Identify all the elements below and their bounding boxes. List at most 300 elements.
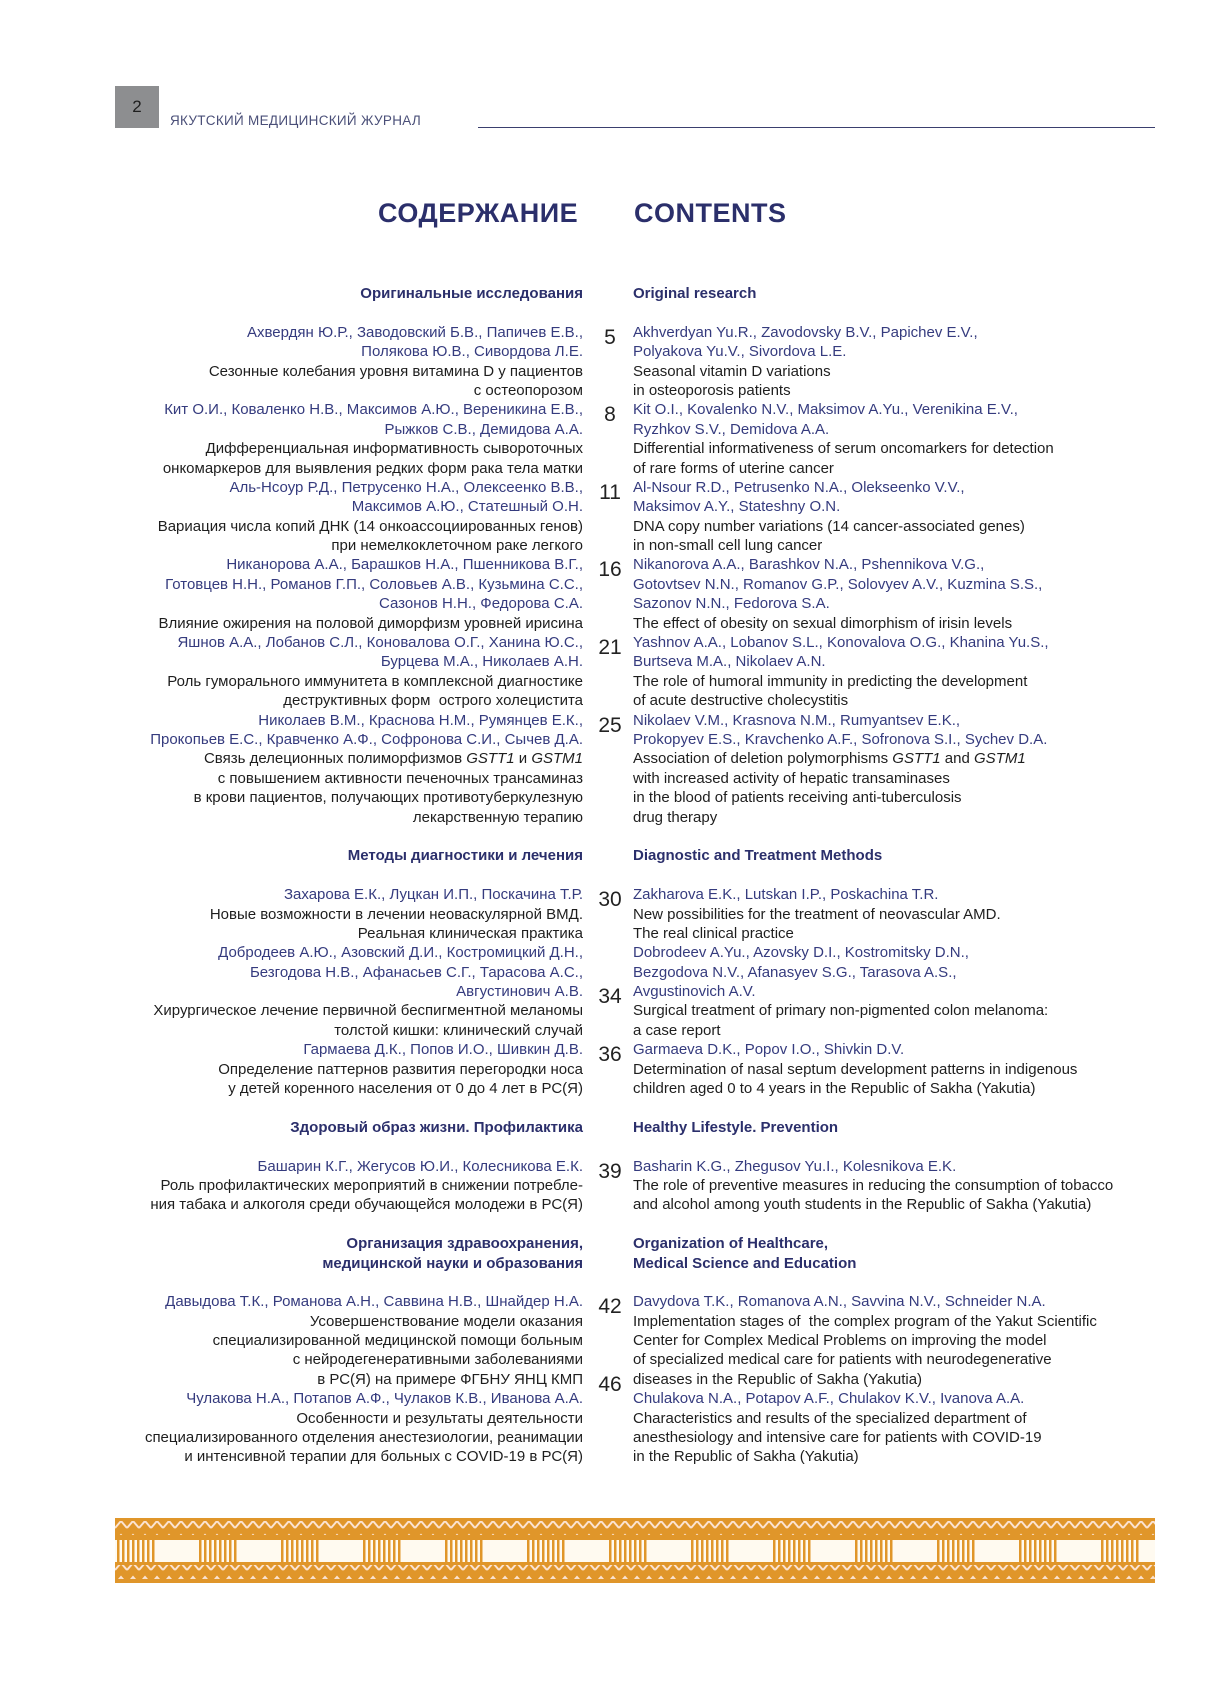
authors-ru (247, 323, 583, 342)
page-number-link[interactable]: 36 (598, 1043, 622, 1067)
section-heading-ru: Оригинальные исследования (360, 285, 583, 302)
page-number-link[interactable]: 5 (604, 325, 616, 349)
title-ru (209, 362, 583, 381)
article-title-row (0, 1428, 1208, 1447)
article-title-row (0, 1370, 1208, 1396)
authors-ru (361, 342, 583, 361)
title-en (633, 1060, 1077, 1079)
article-title-row (0, 459, 1208, 478)
text-part: при немелкоклеточном раке легкого (331, 537, 583, 555)
text-part: Kit O.I., Kovalenko N.V., Maksimov A.Yu., Verenikina E.V., (633, 401, 1018, 419)
spacer (0, 1273, 1208, 1292)
title-en (633, 1001, 1048, 1020)
page-number-link[interactable]: 16 (598, 558, 622, 582)
authors-ru (258, 1157, 583, 1176)
article-title-row (0, 1350, 1208, 1369)
section-heading-ru: Методы диагностики и лечения (347, 847, 583, 865)
authors-row (0, 575, 1208, 594)
text-part: Готовцев Н.Н., Романов Г.П., Соловьев А.В., Кузьмина С.С., (165, 575, 583, 593)
text-part: Determination of nasal septum development patterns in indigenous (633, 1060, 1078, 1078)
text-part: Добродеев А.Ю., Азовский Д.И., Костромицкий Д.Н., (218, 944, 583, 962)
text-part: и (514, 750, 532, 768)
text-part: diseases in the Republic of Sakha (Yakutia) (633, 1370, 923, 1388)
text-part: Сезонные колебания уровня витамина D у пациентов (208, 362, 583, 380)
text-part: New possibilities for the treatment of neovascular AMD. (633, 905, 1001, 923)
title-ru (206, 439, 583, 458)
text-part: Nikolaev V.M., Krasnova N.M., Rumyantsev E.K., (633, 711, 961, 729)
authors-row (0, 711, 1208, 737)
authors-en (633, 575, 1042, 594)
text-part: в крови пациентов, получающих противотуберкулезную (193, 789, 583, 807)
article-title-row (0, 1195, 1208, 1214)
authors-row (0, 943, 1208, 962)
section-heading (0, 1234, 1208, 1253)
title-en (633, 362, 831, 381)
title-en (633, 1447, 859, 1466)
authors-en (633, 420, 829, 439)
toc-section (0, 827, 1208, 1098)
gene-name: GSTT1 (892, 750, 941, 768)
text-part: Аль-Нсоур Р.Д., Петрусенко Н.А., Олексеенко В.В., (229, 478, 583, 496)
authors-en (633, 323, 978, 342)
article-title-row (0, 691, 1208, 710)
title-en (633, 517, 1025, 536)
authors-row (0, 497, 1208, 516)
text-part: Yashnov A.A., Lobanov S.L., Konovalova O.G., Khanina Yu.S., (633, 634, 1049, 652)
authors-en (633, 963, 957, 982)
text-part: Никанорова А.А., Барашков Н.А., Пшенникова В.Г., (226, 556, 583, 574)
text-part: Сазонов Н.Н., Федорова С.А. (378, 595, 583, 613)
text-part: Определение паттернов развития перегородки носа (218, 1060, 583, 1078)
title-ru (184, 1447, 583, 1466)
article-title-row (0, 517, 1208, 536)
authors-en (633, 711, 960, 730)
authors-ru (177, 633, 583, 652)
text-part: Августинович А.В. (456, 983, 583, 1001)
text-part: Garmaeva D.K., Popov I.O., Shivkin D.V. (633, 1041, 905, 1059)
title-en (633, 1350, 1052, 1369)
authors-ru (226, 555, 583, 574)
section-heading-en: Organization of Healthcare, (633, 1235, 829, 1253)
authors-ru (165, 1292, 583, 1311)
text-part: in non-small cell lung cancer (633, 537, 823, 555)
text-part: The role of preventive measures in reducing the consumption of tobacco (633, 1176, 1114, 1194)
authors-en (633, 342, 846, 361)
authors-en (633, 497, 840, 516)
text-part: Sazonov N.N., Fedorova S.A. (633, 595, 830, 613)
title-ru (153, 1001, 583, 1020)
article-title-row (0, 1001, 1208, 1020)
title-en (633, 1370, 922, 1389)
ornament-zigzag-top (115, 1521, 1155, 1535)
text-part: Дифференциальная информативность сывороточных (205, 440, 583, 458)
article-title-row (0, 381, 1208, 400)
article-title-row (0, 1312, 1208, 1331)
page-number-link[interactable]: 11 (599, 480, 621, 504)
title-en (633, 1195, 1091, 1214)
page-number-link[interactable]: 34 (598, 985, 622, 1009)
authors-ru (385, 420, 583, 439)
authors-en (633, 1157, 956, 1176)
text-part: Хирургическое лечение первичной беспигментной меланомы (153, 1002, 583, 1020)
text-part: Davydova T.K., Romanova A.N., Savvina N.V., Schneider N.A. (633, 1293, 1046, 1311)
title-ru (296, 1409, 583, 1428)
text-part: The effect of obesity on sexual dimorphism of irisin levels (633, 614, 1013, 632)
authors-ru (379, 594, 583, 613)
text-part: of specialized medical care for patients with neurodegenerative (633, 1351, 1052, 1369)
text-part: Al-Nsour R.D., Petrusenko N.A., Olekseenko V.V., (633, 478, 965, 496)
text-part: Башарин К.Г., Жегусов Ю.И., Колесникова Е.К. (257, 1157, 583, 1175)
page-number-box (115, 86, 159, 128)
article-title-row (0, 1331, 1208, 1350)
text-part: Давыдова Т.К., Романова А.Н., Саввина Н.В., Шнайдер Н.А. (165, 1293, 583, 1311)
article-title-row (0, 362, 1208, 381)
text-part: with increased activity of hepatic transaminases (633, 769, 950, 787)
text-part: in the Republic of Sakha (Yakutia) (633, 1448, 859, 1466)
text-part: Бурцева М.А., Николаев А.Н. (380, 653, 583, 671)
article-title-row (0, 439, 1208, 458)
authors-ru (284, 885, 583, 904)
text-part: in osteoporosis patients (633, 381, 791, 399)
section-heading (0, 1254, 1208, 1273)
section-heading-ru: Организация здравоохранения, (346, 1235, 583, 1253)
title-ru (158, 517, 583, 536)
text-part: Реальная клиническая практика (357, 924, 583, 942)
text-part: Differential informativeness of serum oncomarkers for detection (633, 440, 1054, 458)
text-part: Center for Complex Medical Problems on improving the model (633, 1332, 1047, 1350)
section-heading (0, 284, 1208, 303)
authors-ru (218, 943, 583, 962)
text-part: деструктивных форм острого холецистита (283, 692, 583, 710)
text-part: Роль профилактических мероприятий в снижении потребле- (160, 1176, 583, 1194)
authors-ru (258, 711, 583, 730)
title-ru (293, 1350, 583, 1369)
text-part: in the blood of patients receiving anti-tuberculosis (633, 789, 962, 807)
title-ru (317, 1370, 583, 1389)
authors-row (0, 730, 1208, 749)
text-part: Seasonal vitamin D variations (633, 362, 831, 380)
text-part: Николаев В.М., Краснова Н.М., Румянцев Е.К., (258, 711, 583, 729)
page-number-link[interactable]: 42 (598, 1295, 622, 1319)
text-part: Вариация числа копий ДНК (14 онкоассоциированных генов) (157, 517, 583, 535)
toc-section (0, 284, 1208, 827)
authors-en (633, 982, 756, 1001)
authors-en (633, 478, 965, 497)
article-title-row (0, 769, 1208, 788)
title-ru (474, 381, 583, 400)
text-part: Surgical treatment of primary non-pigmented colon melanoma: (633, 1002, 1049, 1020)
title-en (633, 381, 791, 400)
section-heading-ru: Здоровый образ жизни. Профилактика (290, 1118, 583, 1136)
text-part: Безгодова Н.В., Афанасьев С.Г., Тарасова А.С., (249, 963, 583, 981)
text-part: с нейродегенеративными заболеваниями (292, 1351, 583, 1369)
spacer (0, 827, 1208, 846)
text-part: с остеопорозом (473, 381, 583, 399)
text-part: and alcohol among youth students in the Republic of Sakha (Yakutia) (633, 1196, 1092, 1214)
text-part: Burtseva M.A., Nikolaev A.N. (633, 653, 826, 671)
authors-ru (150, 730, 583, 749)
authors-en (633, 652, 826, 671)
gene-name: GSTT1 (466, 750, 515, 768)
article-title-row (0, 924, 1208, 943)
title-ru (158, 614, 583, 633)
text-part: Максимов А.Ю., Статешный О.Н. (351, 498, 583, 516)
gene-name: GSTM1 (974, 750, 1026, 768)
text-part: of rare forms of uterine cancer (633, 459, 834, 477)
title-en (633, 614, 1012, 633)
section-heading-en: Healthy Lifestyle. Prevention (633, 1118, 839, 1136)
title-en (633, 808, 717, 827)
title-ru (283, 691, 583, 710)
authors-row (0, 1040, 1208, 1067)
contents-title-ru: СОДЕРЖАНИЕ (378, 198, 579, 228)
authors-ru (165, 575, 583, 594)
text-part: специализированного отделения анестезиологии, реанимации (144, 1429, 583, 1447)
header-rule (478, 127, 1155, 128)
text-part: Связь делеционных полиморфизмов (203, 750, 467, 768)
authors-en (633, 400, 1018, 419)
title-en (633, 459, 834, 478)
title-en (633, 1409, 1027, 1428)
title-en (633, 536, 822, 555)
text-part: Усовершенствование модели оказания (309, 1312, 583, 1330)
authors-ru (303, 1040, 583, 1059)
article-title-row (0, 905, 1208, 924)
spacer (0, 1098, 1208, 1117)
toc-section (0, 1098, 1208, 1214)
text-part: Bezgodova N.V., Afanasyev S.G., Tarasova A.S., (633, 963, 957, 981)
text-part: Akhverdyan Yu.R., Zavodovsky B.V., Papichev E.V., (633, 323, 978, 341)
text-part: Захарова Е.К., Луцкан И.П., Поскачина Т.Р. (283, 886, 583, 904)
authors-row (0, 342, 1208, 361)
authors-row (0, 1157, 1208, 1183)
section-heading (0, 1118, 1208, 1137)
text-part: children aged 0 to 4 years in the Republic of Sakha (Yakutia) (633, 1080, 1036, 1098)
spacer (0, 1137, 1208, 1156)
text-part: в РС(Я) на примере ФГБНУ ЯНЦ КМП (317, 1370, 583, 1388)
spacer (0, 866, 1208, 885)
text-part: Ryzhkov S.V., Demidova A.A. (633, 420, 830, 438)
title-en (633, 749, 1026, 768)
text-part: с повышением активности печеночных трансаминаз (217, 769, 583, 787)
text-part: Особенности и результаты деятельности (296, 1409, 583, 1427)
text-part: Gotovtsev N.N., Romanov G.P., Solovyev A.V., Kuzmina S.S., (633, 575, 1043, 593)
toc-section (0, 1215, 1208, 1467)
title-ru (218, 769, 583, 788)
title-ru (163, 459, 583, 478)
authors-row (0, 478, 1208, 504)
text-part: Characteristics and results of the specialized department of (633, 1409, 1027, 1427)
gene-name: GSTM1 (531, 750, 583, 768)
article-title-row (0, 1060, 1208, 1079)
section-heading-en: Original research (633, 285, 757, 302)
article-title-row (0, 1079, 1208, 1098)
page-number-link[interactable]: 46 (598, 1372, 622, 1396)
authors-ru (352, 497, 583, 516)
authors-en (633, 943, 969, 962)
text-part: a case report (633, 1021, 721, 1039)
ornament-bars (115, 1540, 1155, 1562)
article-title-row (0, 1409, 1208, 1428)
text-part: у детей коренного населения от 0 до 4 лет в РС(Я) (228, 1080, 583, 1098)
authors-ru (456, 982, 583, 1001)
title-en (633, 769, 950, 788)
page-number-link[interactable]: 25 (598, 713, 622, 737)
title-ru (310, 1312, 583, 1331)
article-title-row (0, 1021, 1208, 1040)
text-part: Прокопьев Е.С., Кравченко А.Ф., Софронова С.И., Сычев Д.А. (150, 730, 583, 748)
authors-row (0, 594, 1208, 613)
title-en (633, 1021, 721, 1040)
text-part: Ахвердян Ю.Р., Заводовский Б.В., Папичев Е.В., (246, 323, 583, 341)
authors-row (0, 1389, 1208, 1408)
text-part: Гармаева Д.К., Попов И.О., Шивкин Д.В. (303, 1041, 583, 1059)
authors-row (0, 652, 1208, 671)
authors-en (633, 555, 984, 574)
title-en (633, 924, 794, 943)
text-part: и интенсивной терапии для больных с COVID-19 в РС(Я) (184, 1448, 583, 1466)
text-part: Avgustinovich A.V. (633, 983, 756, 1001)
title-ru (194, 788, 583, 807)
spacer (0, 303, 1208, 322)
text-part: Maksimov A.Y., Stateshny O.N. (633, 498, 841, 516)
authors-ru (229, 478, 583, 497)
text-part: Polyakova Yu.V., Sivordova L.E. (633, 343, 847, 361)
authors-ru (250, 963, 583, 982)
text-part: специализированной медицинской помощи больным (212, 1332, 583, 1350)
page-number-link[interactable]: 30 (598, 888, 622, 912)
authors-en (633, 633, 1049, 652)
text-part: DNA copy number variations (14 cancer-associated genes) (633, 517, 1025, 535)
text-part: Полякова Ю.В., Сивордова Л.Е. (361, 343, 583, 361)
title-ru (334, 1021, 583, 1040)
contents-title-en: CONTENTS (634, 198, 787, 228)
title-en (633, 1331, 1047, 1350)
authors-row (0, 982, 1208, 1009)
page-number-link[interactable]: 8 (604, 403, 616, 427)
title-en (633, 1176, 1113, 1195)
article-title-row (0, 614, 1208, 633)
authors-en (633, 885, 938, 904)
authors-row (0, 1292, 1208, 1319)
title-en (633, 1079, 1035, 1098)
title-ru (228, 1079, 583, 1098)
article-title-row (0, 749, 1208, 768)
title-en (633, 1428, 1042, 1447)
authors-row (0, 633, 1208, 660)
article-title-row (0, 1176, 1208, 1195)
text-part: of acute destructive cholecystitis (633, 692, 849, 710)
authors-ru (186, 1389, 583, 1408)
title-ru (331, 536, 583, 555)
section-heading-ru: медицинской науки и образования (322, 1254, 583, 1272)
text-part: Prokopyev E.S., Kravchenko A.F., Sofronova S.I., Sychev D.A. (633, 730, 1048, 748)
section-heading-en: Diagnostic and Treatment Methods (633, 847, 883, 865)
authors-en (633, 1292, 1046, 1311)
authors-en (633, 1389, 1024, 1408)
text-part: Zakharova E.K., Lutskan I.P., Poskachina T.R. (633, 886, 939, 904)
title-ru (218, 1060, 583, 1079)
article-title-row (0, 788, 1208, 807)
text-part: Nikanorova A.A., Barashkov N.A., Pshennikova V.G., (633, 556, 985, 574)
title-ru (413, 808, 583, 827)
authors-row (0, 555, 1208, 582)
authors-en (633, 730, 1047, 749)
ornament-zigzag-bottom (115, 1565, 1155, 1579)
article-title-row (0, 1447, 1208, 1466)
text-part: Чулакова Н.А., Потапов А.Ф., Чулаков К.В., Иванова А.А. (186, 1390, 583, 1408)
text-part: толстой кишки: клинический случай (334, 1021, 583, 1039)
text-part: Basharin K.G., Zhegusov Yu.I., Kolesnikova E.K. (633, 1157, 957, 1175)
title-ru (145, 1428, 583, 1447)
text-part: Implementation stages of the complex program of the Yakut Scientific (633, 1312, 1097, 1330)
page-number-link[interactable]: 39 (598, 1159, 622, 1183)
authors-row (0, 420, 1208, 439)
authors-row (0, 885, 1208, 912)
authors-ru (381, 652, 583, 671)
text-part: Association of deletion polymorphisms (633, 750, 893, 768)
text-part: лекарственную терапию (412, 808, 583, 826)
text-part: Dobrodeev A.Yu., Azovsky D.I., Kostromitsky D.N., (633, 944, 969, 962)
article-title-row (0, 536, 1208, 555)
page-number: 2 (132, 97, 142, 116)
title-en (633, 788, 962, 807)
title-en (633, 672, 1027, 691)
title-ru (210, 905, 583, 924)
text-part: Влияние ожирения на половой диморфизм уровней ирисина (158, 614, 583, 632)
text-part: ния табака и алкоголя среди обучающейся молодежи в РС(Я) (150, 1196, 583, 1214)
title-en (633, 691, 848, 710)
article-title-row (0, 808, 1208, 827)
text-part: Кит О.И., Коваленко Н.В., Максимов А.Ю., Вереникина Е.В., (164, 401, 583, 419)
journal-title: ЯКУТСКИЙ МЕДИЦИНСКИЙ ЖУРНАЛ (170, 113, 422, 128)
spacer (0, 1215, 1208, 1234)
title-ru (161, 1176, 583, 1195)
text-part: and (940, 750, 975, 768)
title-ru (150, 1195, 583, 1214)
authors-en (633, 594, 830, 613)
article-title-row (0, 672, 1208, 691)
authors-row (0, 963, 1208, 982)
title-ru (204, 749, 583, 768)
title-ru (167, 672, 583, 691)
text-part: Новые возможности в лечении неоваскулярной ВМД. (209, 905, 583, 923)
text-part: Рыжков С.В., Демидова А.А. (384, 420, 583, 438)
title-en (633, 1312, 1097, 1331)
authors-row (0, 400, 1208, 427)
text-part: Яшнов А.А., Лобанов С.Л., Коновалова О.Г., Ханина Ю.С., (177, 634, 583, 652)
text-part: anesthesiology and intensive care for patients with COVID-19 (633, 1429, 1042, 1447)
page-number-link[interactable]: 21 (598, 636, 622, 660)
text-part: drug therapy (633, 808, 718, 826)
section-heading (0, 846, 1208, 865)
ornament-band (115, 1518, 1155, 1583)
text-part: Chulakova N.A., Potapov A.F., Chulakov K.V., Ivanova A.A. (633, 1390, 1025, 1408)
table-of-contents (0, 284, 1208, 1467)
text-part: The real clinical practice (633, 924, 794, 942)
text-part: The role of humoral immunity in predicting the development (633, 672, 1028, 690)
title-en (633, 439, 1054, 458)
authors-en (633, 1040, 904, 1059)
text-part: Роль гуморального иммунитета в комплексной диагностике (167, 672, 583, 690)
authors-row (0, 323, 1208, 349)
section-heading-en: Medical Science and Education (633, 1254, 857, 1272)
title-en (633, 905, 1001, 924)
text-part: онкомаркеров для выявления редких форм рака тела матки (162, 459, 583, 477)
authors-ru (164, 400, 583, 419)
title-ru (213, 1331, 583, 1350)
title-ru (358, 924, 583, 943)
